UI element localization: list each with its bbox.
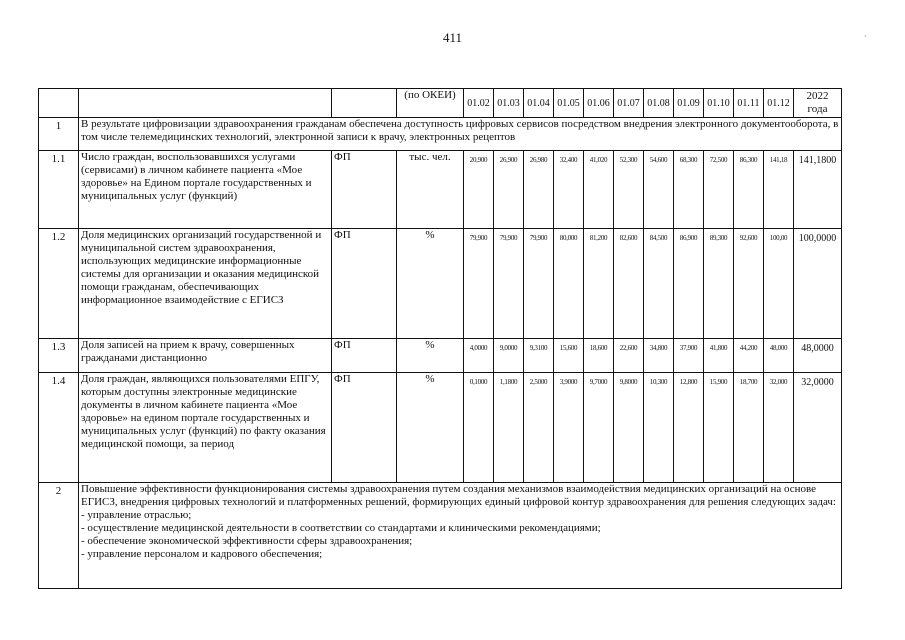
row-value: 18,700 [734, 373, 764, 483]
section-list-item: - осуществление медицинской деятельности в соответствии со стандартами и клиническими рекомендациями; [81, 522, 601, 534]
row-unit: % [397, 339, 464, 373]
section-list-item: - управление отраслью; [81, 509, 192, 521]
row-year-value: 100,0000 [794, 229, 842, 339]
row-name: Доля медицинских организаций государственной и муниципальной систем здравоохранения, использующих медицинские информационные системы для организации и оказания медицинской помощи гражданам, обеспечивающих информационное взаимодействие с ЕГИСЗ [79, 229, 332, 339]
row-value: 44,200 [734, 339, 764, 373]
row-value: 12,800 [674, 373, 704, 483]
table-row [39, 229, 842, 339]
header-empty-cell [332, 89, 397, 118]
row-value: 4,0000 [464, 339, 494, 373]
header-year-line2: года [807, 103, 828, 115]
row-type: ФП [332, 339, 397, 373]
row-value: 10,300 [644, 373, 674, 483]
row-value: 82,600 [614, 229, 644, 339]
section-row-2 [39, 483, 842, 589]
row-value: 54,600 [644, 151, 674, 229]
section-text: Повышение эффективности функционирования системы здравоохранения путем создания механизмов взаимодействия медицинских организаций на основе ЕГИСЗ, внедрения цифровых технологий и платформенных решений, формирующих единый цифровой контур здравоохранения для решения следующих задач: [81, 483, 836, 508]
header-year-line1: 2022 [806, 90, 829, 102]
header-month: 01.12 [764, 89, 794, 118]
row-name: Доля записей на прием к врачу, совершенных гражданами дистанционно [79, 339, 332, 373]
row-value: 32,400 [554, 151, 584, 229]
row-value: 86,300 [734, 151, 764, 229]
row-value: 32,000 [764, 373, 794, 483]
row-value: 48,000 [764, 339, 794, 373]
row-year-value: 32,0000 [794, 373, 842, 483]
row-value: 79,900 [524, 229, 554, 339]
row-index: 1.4 [39, 373, 79, 483]
header-empty-cell [79, 89, 332, 118]
table-row [39, 151, 842, 229]
corner-mark: ` [864, 34, 867, 44]
header-row [39, 89, 842, 118]
row-name: Доля граждан, являющихся пользователями ЕПГУ, которым доступны электронные медицинские документы в личном кабинете пациента «Мое здоровье» на едином портале государственных и муниципальных услуг (функций) по факту оказания медицинской помощи, за период [79, 373, 332, 483]
header-empty-cell [39, 89, 79, 118]
row-value: 89,300 [704, 229, 734, 339]
header-month: 01.10 [704, 89, 734, 118]
row-unit: тыс. чел. [397, 151, 464, 229]
section-row-1 [39, 118, 842, 151]
row-unit: % [397, 229, 464, 339]
row-value: 81,200 [584, 229, 614, 339]
row-type: ФП [332, 373, 397, 483]
header-month: 01.06 [584, 89, 614, 118]
section-list-item: - обеспечение экономической эффективности сферы здравоохранения; [81, 535, 413, 547]
row-value: 72,500 [704, 151, 734, 229]
row-type: ФП [332, 229, 397, 339]
row-value: 0,1000 [464, 373, 494, 483]
row-index: 1.3 [39, 339, 79, 373]
header-month: 01.08 [644, 89, 674, 118]
header-month: 01.02 [464, 89, 494, 118]
row-value: 141,18 [764, 151, 794, 229]
row-value: 79,900 [494, 229, 524, 339]
header-month: 01.09 [674, 89, 704, 118]
header-month: 01.07 [614, 89, 644, 118]
row-value: 37,900 [674, 339, 704, 373]
section-text: В результате цифровизации здравоохранения гражданам обеспечена доступность цифровых сервисов посредством внедрения электронного документооборота, в том числе телемедицинских технологий, электронной записи к врачу, электронных рецептов [79, 118, 842, 151]
row-type: ФП [332, 151, 397, 229]
row-value: 20,900 [464, 151, 494, 229]
row-value: 92,600 [734, 229, 764, 339]
row-value: 26,980 [524, 151, 554, 229]
header-year [794, 89, 842, 118]
row-value: 86,900 [674, 229, 704, 339]
row-value: 84,500 [644, 229, 674, 339]
row-value: 9,7000 [584, 373, 614, 483]
table-row [39, 373, 842, 483]
row-index: 1.2 [39, 229, 79, 339]
section-index: 1 [39, 118, 79, 151]
row-year-value: 48,0000 [794, 339, 842, 373]
row-value: 34,800 [644, 339, 674, 373]
row-value: 1,1800 [494, 373, 524, 483]
header-month: 01.11 [734, 89, 764, 118]
row-value: 15,600 [554, 339, 584, 373]
row-value: 15,900 [704, 373, 734, 483]
table-row [39, 339, 842, 373]
row-value: 9,3100 [524, 339, 554, 373]
header-month: 01.04 [524, 89, 554, 118]
row-name: Число граждан, воспользовавшихся услугами (сервисами) в личном кабинете пациента «Мое здоровье» на Едином портале государственных и муниципальных услуг (функций) [79, 151, 332, 229]
row-unit: % [397, 373, 464, 483]
row-value: 3,9000 [554, 373, 584, 483]
row-value: 41,020 [584, 151, 614, 229]
header-month: 01.03 [494, 89, 524, 118]
row-value: 80,000 [554, 229, 584, 339]
row-index: 1.1 [39, 151, 79, 229]
row-value: 100,00 [764, 229, 794, 339]
section-list-item: - управление персоналом и кадрового обеспечения; [81, 548, 323, 560]
header-month: 01.05 [554, 89, 584, 118]
row-value: 52,300 [614, 151, 644, 229]
row-value: 2,5000 [524, 373, 554, 483]
row-value: 22,600 [614, 339, 644, 373]
row-year-value: 141,1800 [794, 151, 842, 229]
header-okei: (по ОКЕИ) [397, 89, 464, 118]
row-value: 68,300 [674, 151, 704, 229]
indicators-table [38, 88, 842, 589]
row-value: 41,800 [704, 339, 734, 373]
page-number: 411 [442, 30, 463, 45]
row-value: 79,900 [464, 229, 494, 339]
row-value: 9,0000 [494, 339, 524, 373]
row-value: 18,600 [584, 339, 614, 373]
section-block [79, 483, 842, 589]
row-value: 26,900 [494, 151, 524, 229]
row-value: 9,8000 [614, 373, 644, 483]
section-index: 2 [39, 483, 79, 589]
